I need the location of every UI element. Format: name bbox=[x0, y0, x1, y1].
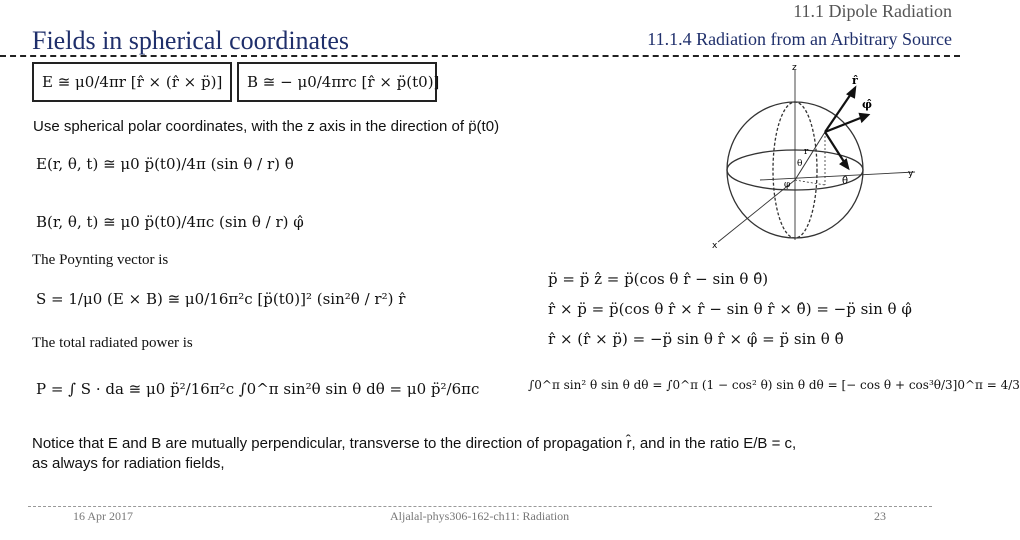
poynting-label: The Poynting vector is bbox=[32, 252, 169, 268]
page-title: Fields in spherical coordinates bbox=[32, 26, 349, 55]
pddot-decomposition: p̈ = p̈ ẑ = p̈(cos θ r̂ − sin θ θ̂) bbox=[548, 270, 769, 288]
theta-label: θ bbox=[797, 159, 803, 169]
phihat-label: φ̂ bbox=[862, 98, 872, 111]
poynting-equation: S = 1/μ0 (E × B) ≅ μ0/16π²c [p̈(t0)]² (sin²θ / r²) r̂ bbox=[36, 290, 406, 308]
cross-product-2: r̂ × (r̂ × p̈) = −p̈ sin θ r̂ × φ̂ = p̈ sin θ θ̂ bbox=[548, 330, 844, 348]
intro-text: Use spherical polar coordinates, with the z axis in the direction of p̈(t0) bbox=[33, 118, 500, 135]
cross-product-1: r̂ × p̈ = p̈(cos θ r̂ × r̂ − sin θ r̂ × θ̂) = −p̈ sin θ φ̂ bbox=[548, 300, 912, 318]
integral-evaluation: ∫0^π sin² θ sin θ dθ = ∫0^π (1 − cos² θ) sin θ dθ = [− cos θ + cos³θ/3]0^π = 4/3 bbox=[528, 378, 1020, 392]
b-field-box bbox=[237, 62, 440, 102]
thetahat-label: θ̂ bbox=[842, 176, 849, 187]
e-spherical-equation: E(r, θ, t) ≅ μ0 p̈(t0)/4π (sin θ / r) θ̂ bbox=[36, 155, 294, 173]
footer-divider bbox=[28, 506, 932, 507]
b-field-equation: B ≅ − μ0/4πrc [r̂ × p̈(t0)] bbox=[247, 73, 440, 91]
notice-line-2: as always for radiation fields, bbox=[32, 455, 225, 472]
y-axis bbox=[760, 172, 915, 180]
footer-date: 16 Apr 2017 bbox=[73, 509, 133, 523]
rhat-label: r̂ bbox=[852, 74, 858, 87]
r-label: r bbox=[804, 147, 809, 157]
phi-label: φ bbox=[784, 180, 791, 190]
power-label: The total radiated power is bbox=[32, 335, 193, 351]
b-spherical-equation: B(r, θ, t) ≅ μ0 p̈(t0)/4πc (sin θ / r) φ̂ bbox=[36, 213, 304, 231]
footer-page-number: 23 bbox=[874, 509, 886, 523]
axis-z-label: z bbox=[792, 63, 797, 73]
footer-course: Aljalal-phys306-162-ch11: Radiation bbox=[390, 509, 570, 523]
notice-line-1: Notice that E and B are mutually perpendicular, transverse to the direction of propagation r̂, and in the ratio E/B = c, bbox=[32, 435, 797, 452]
chapter-title: 11.1 Dipole Radiation bbox=[793, 1, 952, 21]
e-field-equation: E ≅ μ0/4πr [r̂ × (r̂ × p̈)] bbox=[42, 73, 223, 91]
power-equation: P = ∫ S · da ≅ μ0 p̈²/16π²c ∫0^π sin²θ sin θ dθ = μ0 p̈²/6πc bbox=[36, 380, 480, 398]
axis-x-label: x bbox=[712, 241, 718, 251]
r-vector bbox=[795, 132, 825, 180]
axis-y-label: y bbox=[908, 169, 914, 179]
sphere-diagram bbox=[700, 60, 930, 250]
header-divider bbox=[0, 55, 960, 57]
e-field-box bbox=[32, 62, 232, 102]
section-title: 11.1.4 Radiation from an Arbitrary Source bbox=[647, 29, 952, 49]
